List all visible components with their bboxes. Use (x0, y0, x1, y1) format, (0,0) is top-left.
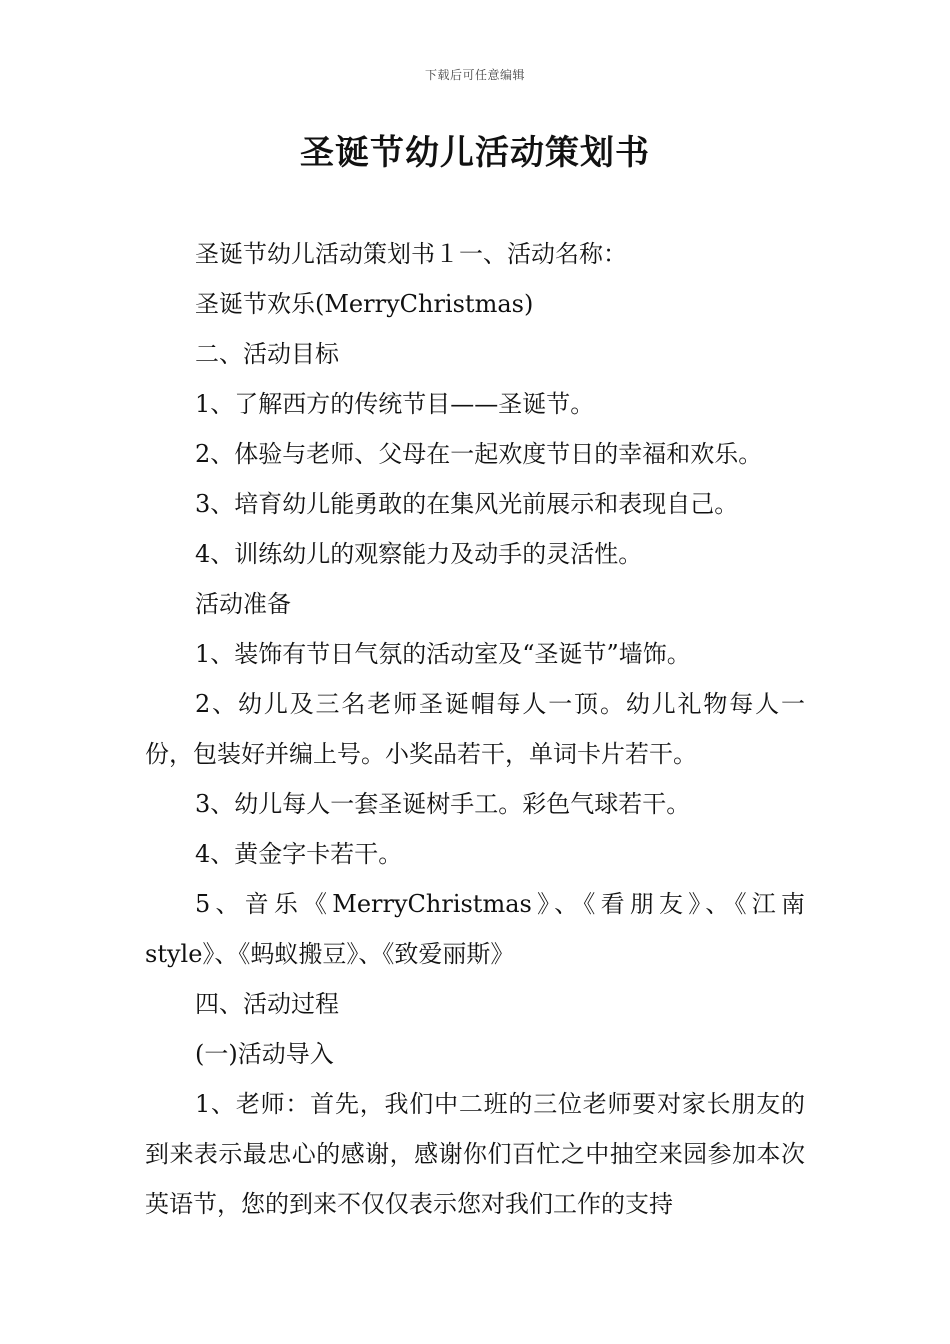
paragraph: 3、培育幼儿能勇敢的在集风光前展示和表现自己。 (195, 490, 739, 518)
document-body (145, 229, 805, 1229)
page-title: 圣诞节幼儿活动策划书 (300, 133, 650, 173)
paragraph: 四、活动过程 (195, 990, 339, 1018)
paragraph: 1、装饰有节日气氛的活动室及“圣诞节”墙饰。 (195, 640, 691, 668)
paragraph: 圣诞节幼儿活动策划书１一、活动名称： (195, 240, 627, 268)
paragraph: 圣诞节欢乐(MerryChristmas) (195, 290, 534, 318)
paragraph: 活动准备 (195, 590, 291, 618)
paragraph: 4、训练幼儿的观察能力及动手的灵活性。 (195, 540, 643, 568)
header-note: 下载后可任意编辑 (424, 68, 525, 82)
paragraph: 1、了解西方的传统节目——圣诞节。 (195, 390, 595, 418)
paragraph: 2、体验与老师、父母在一起欢度节日的幸福和欢乐。 (195, 440, 763, 468)
paragraph: 二、活动目标 (195, 340, 339, 368)
paragraph: 4、黄金字卡若干。 (195, 840, 403, 868)
paragraph: (一)活动导入 (195, 1040, 334, 1068)
paragraph: 5、音乐《MerryChristmas》、《看朋友》、《江南style》、《蚂蚁搬豆》、《致爱丽斯》 (145, 890, 805, 968)
paragraph: 2、幼儿及三名老师圣诞帽每人一顶。幼儿礼物每人一份，包装好并编上号。小奖品若干，单词卡片若干。 (145, 690, 805, 768)
paragraph: 1、老师：首先，我们中二班的三位老师要对家长朋友的到来表示最忠心的感谢，感谢你们百忙之中抽空来园参加本次英语节，您的到来不仅仅表示您对我们工作的支持 (145, 1090, 805, 1218)
paragraph: 3、幼儿每人一套圣诞树手工。彩色气球若干。 (195, 790, 691, 818)
